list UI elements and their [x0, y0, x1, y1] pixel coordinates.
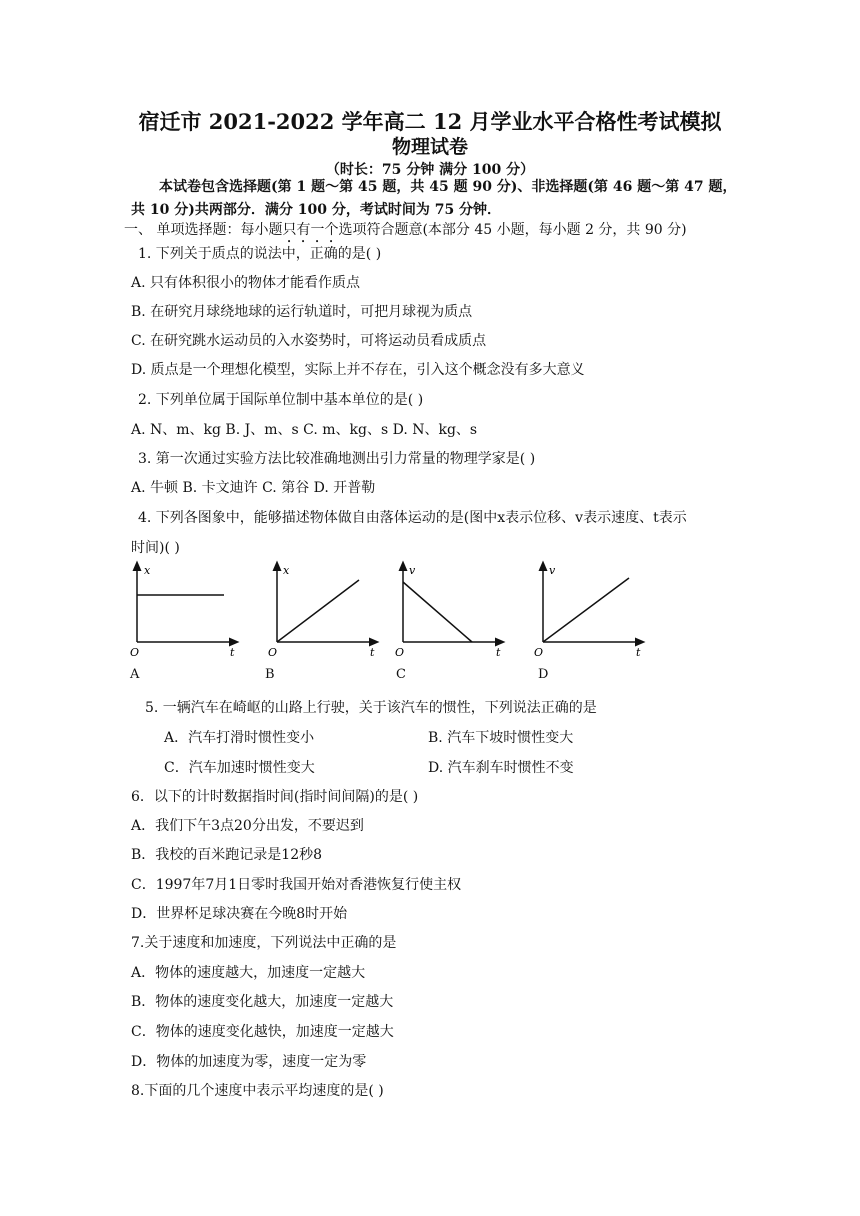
q3-options: A. 牛顿 B. 卡文迪许 C. 第谷 D. 开普勒 [131, 480, 376, 496]
graph-d-y-label: v [549, 564, 556, 577]
section-suffix: 选项符合题意(本部分 45 小题，每小题 2 分，共 90 分) [338, 222, 687, 238]
q5-option-a: A．汽车打滑时惯性变小 [164, 730, 315, 746]
q1-option-c: C. 在研究跳水运动员的入水姿势时，可将运动员看成质点 [131, 333, 487, 349]
q2-stem: 2. 下列单位属于国际单位制中基本单位的是( ) [138, 392, 424, 408]
q6-option-d: D．世界杯足球决赛在今晚8时开始 [131, 906, 348, 922]
q1-option-d: D. 质点是一个理想化模型，实际上并不存在，引入这个概念没有多大意义 [131, 362, 585, 378]
exam-title: 宿迁市 2021-2022 学年高二 12 月学业水平合格性考试模拟 [138, 109, 722, 134]
q4-graphs [120, 560, 660, 660]
graph-c-y-label: v [409, 564, 416, 577]
intro-line-1: 本试卷包含选择题(第 1 题～第 45 题，共 45 题 90 分)、非选择题(第 46 题～第 47 题， [159, 179, 737, 195]
graph-c-origin: O [395, 646, 405, 659]
q5-option-c: C．汽车加速时惯性变大 [164, 760, 315, 776]
q7-option-c: C．物体的速度变化越快，加速度一定越大 [131, 1024, 394, 1040]
q7-option-b: B．物体的速度变化越大，加速度一定越大 [131, 994, 394, 1010]
q2-options: A. N、m、kg B. J、m、s C. m、kg、s D. N、kg、s [131, 422, 478, 438]
graph-a-caption: A [130, 667, 140, 682]
q1-option-a: A. 只有体积很小的物体才能看作质点 [131, 275, 361, 291]
graph-c-caption: C [396, 667, 406, 682]
q7-option-a: A．物体的速度越大，加速度一定越大 [131, 965, 366, 981]
graph-b-y-label: x [283, 564, 290, 577]
graph-b-origin: O [268, 646, 278, 659]
intro-line-2: 共 10 分)共两部分．满分 100 分，考试时间为 75 分钟． [131, 202, 502, 218]
q7-option-d: D．物体的加速度为零，速度一定为零 [131, 1054, 367, 1070]
q4-stem-line-2: 时间)( ) [131, 540, 180, 556]
graph-c-x-label: t [496, 646, 501, 659]
q5-option-b: B. 汽车下坡时惯性变大 [428, 730, 574, 746]
graph-b [268, 564, 375, 659]
q5-stem: 5. 一辆汽车在崎岖的山路上行驶，关于该汽车的惯性，下列说法正确的是 [145, 700, 597, 716]
graph-a-y-label: x [144, 564, 151, 577]
exam-subtitle: 物理试卷 [391, 136, 468, 158]
q1-option-b: B. 在研究月球绕地球的运行轨道时，可把月球视为质点 [131, 304, 473, 320]
graph-a-x-label: t [230, 646, 235, 659]
q7-stem: 7.关于速度和加速度，下列说法中正确的是 [131, 935, 397, 951]
duration-note: （时长：75 分钟 满分 100 分） [325, 162, 535, 178]
section-prefix: 一、 单项选择题：每小题 [124, 222, 283, 238]
graph-b-x-label: t [370, 646, 375, 659]
q6-option-c: C．1997年7月1日零时我国开始对香港恢复行使主权 [131, 877, 462, 893]
graph-d-x-label: t [636, 646, 641, 659]
q4-stem-line-1: 4. 下列各图象中，能够描述物体做自由落体运动的是(图中x表示位移、v表示速度、t表示 [138, 510, 687, 526]
graph-d-origin: O [534, 646, 544, 659]
graph-c [395, 564, 501, 659]
q3-stem: 3. 第一次通过实验方法比较准确地测出引力常量的物理学家是( ) [138, 451, 536, 467]
section-heading [124, 219, 734, 246]
q6-option-a: A．我们下午3点20分出发，不要迟到 [131, 818, 364, 834]
graph-a [130, 564, 235, 659]
q8-stem: 8.下面的几个速度中表示平均速度的是( ) [131, 1083, 384, 1099]
graph-a-origin: O [130, 646, 140, 659]
graph-b-caption: B [265, 667, 275, 682]
graph-d-caption: D [538, 667, 549, 682]
graph-d [534, 564, 641, 659]
q6-option-b: B．我校的百米跑记录是12秒8 [131, 847, 323, 863]
q5-option-d: D. 汽车刹车时惯性不变 [428, 760, 574, 776]
section-emphasis: 只有一个 [282, 222, 339, 238]
q1-stem: 1. 下列关于质点的说法中，正确的是( ) [138, 246, 382, 262]
q6-stem: 6．以下的计时数据指时间(指时间间隔)的是( ) [131, 789, 419, 805]
